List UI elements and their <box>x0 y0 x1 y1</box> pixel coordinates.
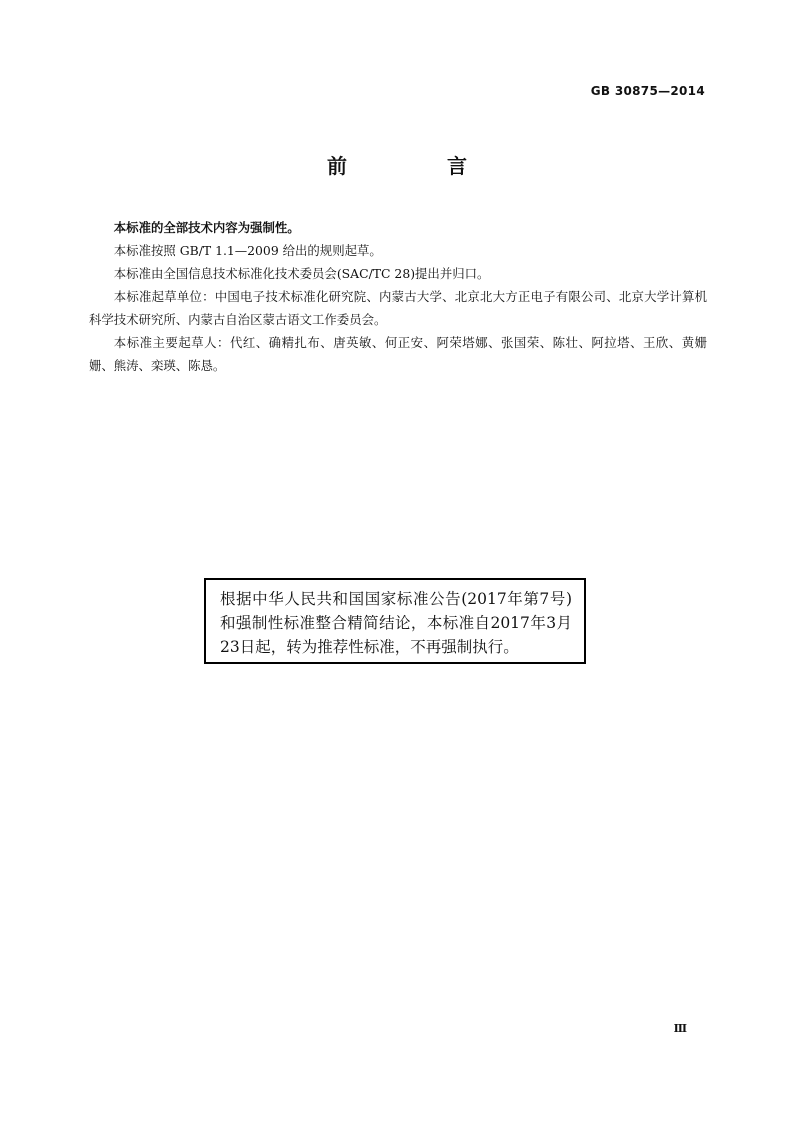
page-number: Ⅲ <box>673 1022 687 1035</box>
paragraph-mandatory-statement: 本标准的全部技术内容为强制性。 <box>113 220 300 235</box>
page-title: 前 言 <box>327 154 507 178</box>
status-notice-box: 根据中华人民共和国国家标准公告(2017年第7号)和强制性标准整合精简结论，本标准自2017年3月23日起，转为推荐性标准，不再强制执行。 <box>204 578 586 664</box>
standard-code: GB 30875—2014 <box>590 84 705 98</box>
foreword-body <box>89 216 707 377</box>
paragraph-proposer: 本标准由全国信息技术标准化技术委员会(SAC/TC 28)提出并归口。 <box>113 266 490 281</box>
paragraph-drafting-units: 本标准起草单位：中国电子技术标准化研究院、内蒙古大学、北京北大方正电子有限公司、北京大学计算机科学技术研究所、内蒙古自治区蒙古语文工作委员会。 <box>89 289 707 327</box>
paragraph-drafters: 本标准主要起草人：代红、确精扎布、唐英敏、何正安、阿荣塔娜、张国荣、陈壮、阿拉塔、王欣、黄姗姗、熊涛、栾瑛、陈恳。 <box>89 335 707 373</box>
paragraph-drafting-rules: 本标准按照 GB/T 1.1—2009 给出的规则起草。 <box>113 243 382 258</box>
